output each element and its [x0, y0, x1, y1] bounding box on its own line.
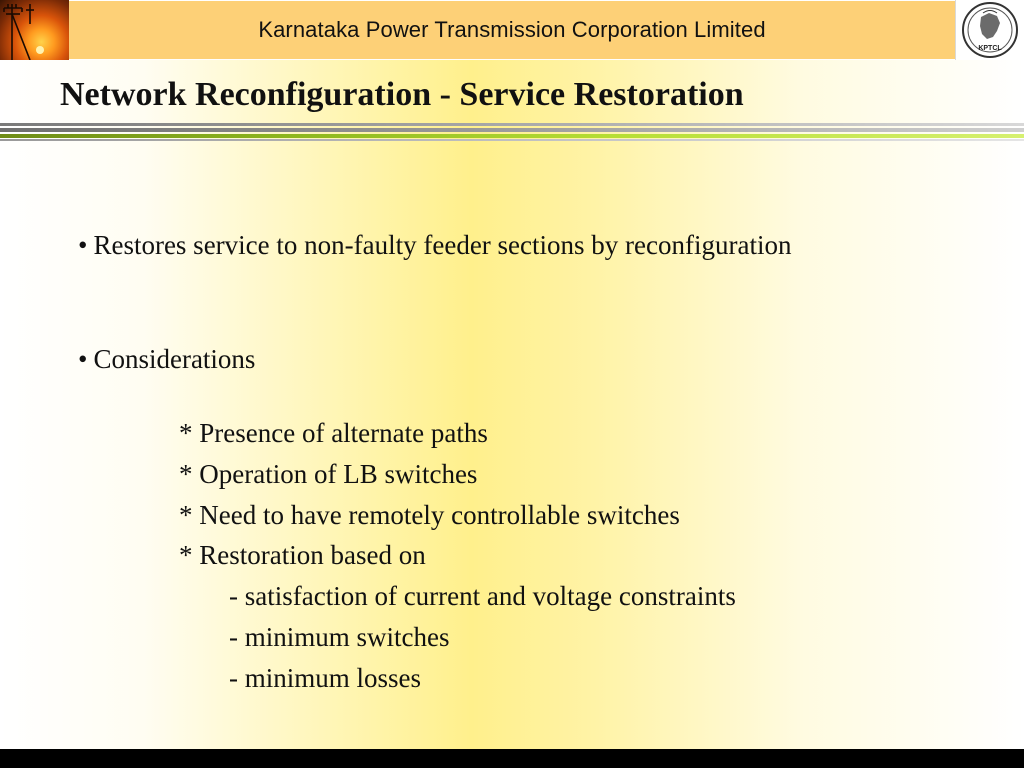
slide-title: Network Reconfiguration - Service Restoration: [60, 76, 744, 113]
kptcl-emblem-icon: [959, 1, 1021, 59]
logo-text: KPTCL: [978, 45, 1002, 52]
title-divider-accent: [0, 134, 1024, 138]
bullet-icon: •: [78, 344, 88, 374]
title-divider-line: [0, 123, 1024, 126]
kptcl-logo: [955, 0, 1024, 60]
restoration-criterion: - minimum switches: [229, 622, 450, 652]
transmission-tower-photo: [0, 0, 69, 60]
footer-bar: [0, 749, 1024, 768]
bullet-item: [78, 232, 791, 259]
header: [0, 0, 1024, 60]
bullet-text: Restores service to non-faulty feeder sections by reconfiguration: [93, 230, 792, 260]
header-bar: [69, 1, 955, 59]
organization-name: Karnataka Power Transmission Corporation Limited: [258, 17, 766, 42]
consideration-item: * Need to have remotely controllable switches: [179, 500, 680, 530]
consideration-item: * Presence of alternate paths: [179, 418, 488, 448]
transmission-tower-icon: [0, 0, 69, 60]
consideration-item: * Operation of LB switches: [179, 459, 478, 489]
restoration-criterion: - minimum losses: [229, 663, 422, 693]
consideration-item: * Restoration based on: [179, 540, 426, 570]
title-divider-line: [0, 139, 1024, 141]
bullet-item: [78, 346, 255, 373]
restoration-criterion: - satisfaction of current and voltage constraints: [229, 581, 736, 611]
title-divider-line: [0, 128, 1024, 132]
bullet-icon: •: [78, 230, 88, 260]
bullet-text: Considerations: [93, 344, 256, 374]
